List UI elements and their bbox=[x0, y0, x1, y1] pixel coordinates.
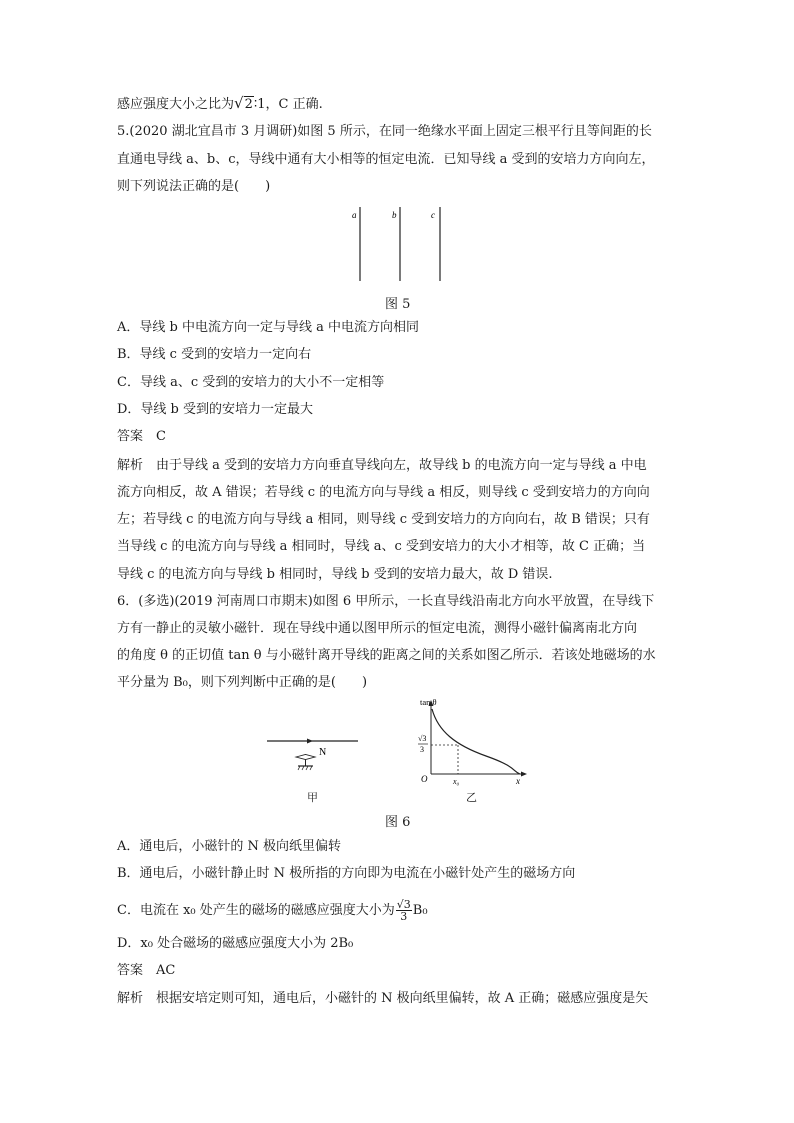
needle-n-label: N bbox=[319, 747, 327, 758]
fraction-numerator: √3 bbox=[396, 898, 411, 911]
figure-6-jia-caption: 甲 bbox=[307, 791, 318, 804]
q6-option-b: B．通电后，小磁针静止时 N 极所指的方向即为电流在小磁针处产生的磁场方向 bbox=[117, 866, 576, 881]
x-axis-arrow-icon bbox=[521, 772, 527, 777]
q6-option-d: D．x₀ 处合磁场的磁感应强度大小为 2B₀ bbox=[117, 936, 354, 951]
figure-6-jia bbox=[265, 730, 365, 780]
fraction-denominator: 3 bbox=[400, 910, 408, 923]
q6-option-c-unit: B₀ bbox=[412, 903, 428, 918]
y-tick-denominator: 3 bbox=[420, 745, 424, 754]
compass-needle-icon bbox=[296, 755, 315, 760]
q5-stem-line-2: 直通电导线 a、b、c，导线中通有大小相等的恒定电流．已知导线 a 受到的安培力方向向左， bbox=[117, 152, 655, 167]
tan-theta-curve bbox=[432, 709, 520, 774]
figure-5-caption: 图 5 bbox=[385, 297, 411, 312]
fraction-sqrt3-over-3 bbox=[396, 899, 412, 922]
q6-option-c bbox=[117, 899, 428, 923]
q6-option-c-text: C．电流在 x₀ 处产生的磁场的磁感应强度大小为 bbox=[117, 903, 395, 918]
y-axis-label: tan θ bbox=[420, 698, 437, 707]
q6-option-a: A．通电后，小磁针的 N 极向纸里偏转 bbox=[117, 839, 342, 854]
current-arrow-icon bbox=[307, 739, 313, 744]
q6-stem-line-2: 方有一静止的灵敏小磁针．现在导线中通以图甲所示的恒定电流，测得小磁针偏离南北方向 bbox=[117, 621, 638, 636]
x-tick-label: x₀ bbox=[453, 777, 460, 786]
figure-6-yi-caption: 乙 bbox=[466, 791, 477, 804]
q5-option-a: A．导线 b 中电流方向一定与导线 a 中电流方向相同 bbox=[117, 320, 419, 335]
q6-stem-line-4: 平分量为 B₀，则下列判断中正确的是( ) bbox=[117, 675, 368, 690]
q5-option-c: C．导线 a、c 受到的安培力的大小不一定相等 bbox=[117, 375, 385, 390]
q5-option-b: B．导线 c 受到的安培力一定向右 bbox=[117, 347, 312, 362]
q5-analysis-line-5: 导线 c 的电流方向与导线 b 相同时，导线 b 受到的安培力最大，故 D 错误. bbox=[117, 567, 553, 582]
y-tick-numerator: √3 bbox=[418, 734, 427, 743]
sqrt-symbol: √ bbox=[234, 94, 244, 112]
q6-stem-line-3: 的角度 θ 的正切值 tan θ 与小磁针离开导线的距离之间的关系如图乙所示．若该处地磁场的水 bbox=[117, 648, 656, 663]
sqrt-radicand: 2 bbox=[244, 97, 253, 112]
intro-line bbox=[117, 93, 323, 115]
origin-label: O bbox=[421, 774, 428, 784]
q5-stem-line-1: 5.(2020 湖北宜昌市 3 月调研)如图 5 所示，在同一绝缘水平面上固定三根平行且等间距的长 bbox=[117, 124, 652, 139]
q5-answer: 答案 C bbox=[117, 429, 166, 444]
figure-5-wires bbox=[340, 203, 455, 285]
figure-6-yi-graph bbox=[412, 698, 532, 786]
wire-c-label: c bbox=[431, 210, 435, 220]
q6-stem-line-1: 6．(多选)(2019 河南周口市期末)如图 6 甲所示，一长直导线沿南北方向水平放置，在导线下 bbox=[117, 594, 655, 609]
q5-stem-line-3: 则下列说法正确的是( ) bbox=[117, 179, 271, 194]
x-axis-label: x bbox=[516, 776, 520, 786]
q5-analysis-line-4: 当导线 c 的电流方向与导线 a 相同时，导线 a、c 受到安培力的大小才相等，故 C 正确；当 bbox=[117, 539, 646, 554]
wire-b-label: b bbox=[392, 210, 397, 220]
q5-analysis-line-3: 左；若导线 c 的电流方向与导线 a 相同，则导线 c 受到安培力的方向向右，故 B 错误；只有 bbox=[117, 512, 650, 527]
q6-answer: 答案 AC bbox=[117, 963, 176, 978]
figure-6-caption: 图 6 bbox=[385, 815, 411, 830]
wire-a-label: a bbox=[352, 210, 357, 220]
q6-analysis-line-1: 解析 根据安培定则可知，通电后，小磁针的 N 极向纸里偏转，故 A 正确；磁感应强度是矢 bbox=[117, 991, 649, 1006]
q5-analysis-line-2: 流方向相反，故 A 错误；若导线 c 的电流方向与导线 a 相反，则导线 c 受到安培力的方向向 bbox=[117, 485, 650, 500]
intro-conclusion: ∶1，C 正确. bbox=[253, 97, 323, 112]
q5-option-d: D．导线 b 受到的安培力一定最大 bbox=[117, 402, 314, 417]
intro-text: 感应强度大小之比为 bbox=[117, 97, 235, 112]
q5-analysis-line-1: 解析 由于导线 a 受到的安培力方向垂直导线向左，故导线 b 的电流方向一定与导线 a 中电 bbox=[117, 458, 647, 473]
